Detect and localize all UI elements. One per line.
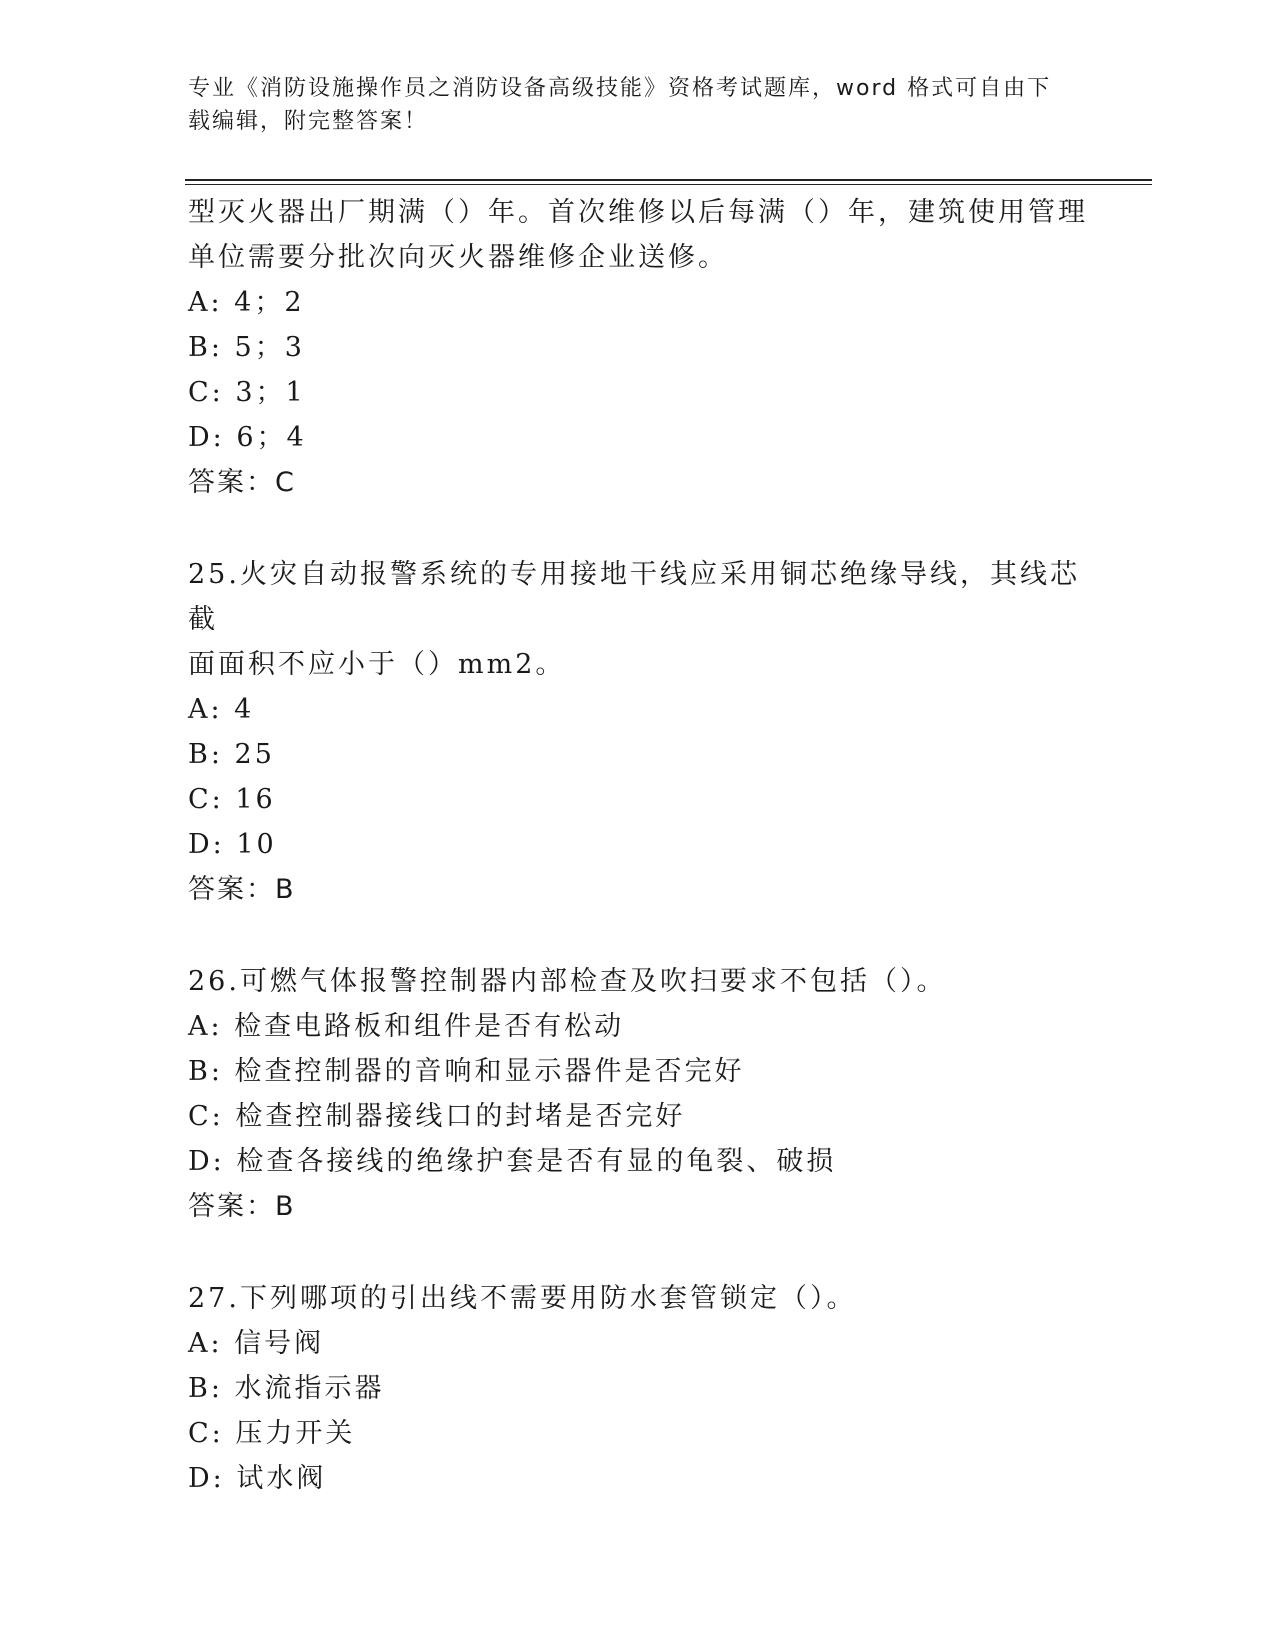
question-stem-line: 26.可燃气体报警控制器内部检查及吹扫要求不包括（）。 xyxy=(188,966,947,997)
header-rule-thick xyxy=(185,179,1152,181)
question-block xyxy=(188,552,1088,912)
question-stem-line: 单位需要分批次向灭火器维修企业送修。 xyxy=(188,242,728,273)
question-block xyxy=(188,1276,1088,1501)
question-stem-line: 25.火灾自动报警系统的专用接地干线应采用铜芯绝缘导线，其线芯截 xyxy=(188,559,1080,635)
question-stem-line: 面面积不应小于（）mm2。 xyxy=(188,649,566,680)
option-d: D: 试水阀 xyxy=(188,1463,327,1494)
option-a: A: 4 xyxy=(188,694,255,725)
option-c: C: 16 xyxy=(188,784,276,815)
question-block xyxy=(188,190,1088,505)
option-d: D: 检查各接线的绝缘护套是否有显的龟裂、破损 xyxy=(188,1146,837,1177)
option-c: C: 检查控制器接线口的封堵是否完好 xyxy=(188,1101,686,1132)
option-b: B: 5；3 xyxy=(188,332,305,363)
question-list xyxy=(188,190,1088,1501)
option-c: C: 压力开关 xyxy=(188,1418,356,1449)
answer: 答案：B xyxy=(188,874,296,905)
header-line-1: 专业《消防设施操作员之消防设备高级技能》资格考试题库，word 格式可自由下 xyxy=(188,76,1052,101)
option-a: A: 信号阀 xyxy=(188,1328,325,1359)
option-d: D: 10 xyxy=(188,829,277,860)
question-stem-line: 27.下列哪项的引出线不需要用防水套管锁定（）。 xyxy=(188,1283,857,1314)
option-b: B: 检查控制器的音响和显示器件是否完好 xyxy=(188,1056,745,1087)
question-stem-line: 型灭火器出厂期满（）年。首次维修以后每满（）年，建筑使用管理 xyxy=(188,197,1088,228)
document-header xyxy=(188,72,1068,138)
header-rule-thin xyxy=(185,184,1152,185)
header-line-2: 载编辑，附完整答案！ xyxy=(188,109,429,134)
answer: 答案：B xyxy=(188,1191,296,1222)
option-b: B: 25 xyxy=(188,739,275,770)
question-block xyxy=(188,959,1088,1229)
option-d: D: 6；4 xyxy=(188,422,307,453)
answer: 答案：C xyxy=(188,467,296,498)
option-a: A: 检查电路板和组件是否有松动 xyxy=(188,1011,625,1042)
option-a: A: 4；2 xyxy=(188,287,305,318)
option-c: C: 3；1 xyxy=(188,377,306,408)
option-b: B: 水流指示器 xyxy=(188,1373,385,1404)
